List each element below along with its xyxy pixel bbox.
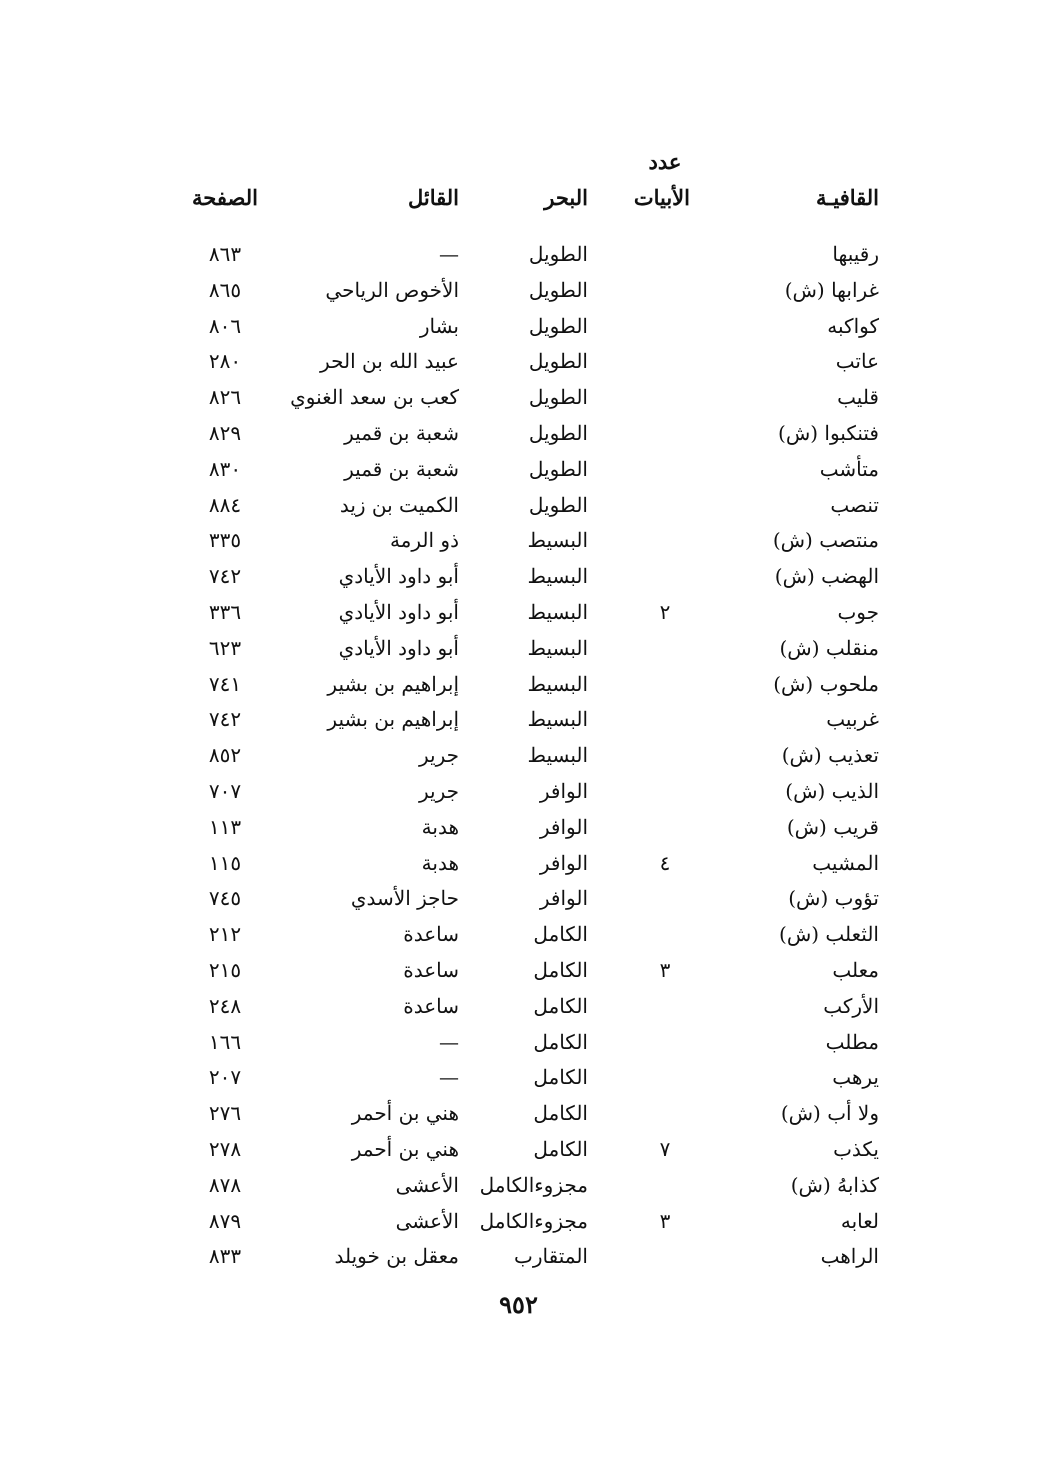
qail-cell: أبو داود الأيادي: [338, 599, 459, 624]
bahr-cell: المتقارب: [514, 1244, 588, 1269]
qail-cell: حاجز الأسدي: [350, 886, 459, 911]
count-cell: ٣: [659, 957, 671, 982]
page-cell: ٨٢٦: [208, 385, 242, 410]
bahr-cell: مجزوءالكامل: [479, 1208, 588, 1233]
page-cell: ٧٠٧: [208, 778, 242, 803]
count-cell: ٣: [659, 1208, 671, 1233]
table-row: [0, 773, 1037, 809]
bahr-cell: الطويل: [528, 456, 588, 481]
qafiya-cell: متأشب: [819, 456, 879, 481]
page-cell: ٨٣٠: [208, 456, 242, 481]
table-row: [0, 308, 1037, 344]
qail-cell: —: [439, 242, 459, 266]
page-cell: ٨٨٤: [208, 492, 242, 517]
qail-cell: ساعدة: [403, 957, 459, 982]
qafiya-cell: جوب: [837, 599, 879, 624]
table-row: [0, 272, 1037, 308]
page-cell: ٧٤٢: [208, 564, 242, 589]
bahr-cell: الكامل: [533, 1029, 588, 1054]
qafiya-cell: رقيبها: [832, 242, 879, 266]
bahr-cell: الطويل: [528, 492, 588, 517]
page-cell: ٨٦٥: [208, 277, 242, 302]
page-cell: ٨٣٣: [208, 1244, 242, 1269]
bahr-cell: الكامل: [533, 957, 588, 982]
qafiya-cell: تعذيب (ش): [781, 743, 879, 768]
qafiya-cell: فتنكبوا (ش): [778, 420, 879, 445]
count-cell: ٤: [659, 850, 671, 875]
table-row: [0, 1238, 1037, 1274]
page-cell: ٢٧٨: [208, 1136, 242, 1161]
page-cell: ٨٧٨: [208, 1172, 242, 1197]
qail-cell: الأعشى: [395, 1172, 459, 1197]
bahr-cell: البسيط: [527, 528, 588, 553]
table-row: [0, 594, 1037, 630]
bahr-cell: الطويل: [528, 420, 588, 445]
table-row: [0, 1095, 1037, 1131]
page-cell: ٣٣٦: [208, 599, 242, 624]
page-cell: ٨٦٣: [208, 242, 242, 266]
bahr-cell: الوافر: [539, 886, 588, 911]
qafiya-cell: غربيب: [826, 707, 879, 732]
qafiya-cell: منتصب (ش): [772, 528, 879, 553]
page-cell: ٨٧٩: [208, 1208, 242, 1233]
page-cell: ٢٧٦: [208, 1101, 242, 1126]
table-row: [0, 415, 1037, 451]
header-count-top: عدد: [648, 149, 682, 174]
qafiya-cell: كواكبه: [827, 313, 879, 338]
qail-cell: كعب بن سعد الغنوي: [290, 385, 459, 410]
qafiya-cell: منقلب (ش): [779, 635, 879, 660]
page-number: ٩٥٢: [499, 1290, 538, 1319]
table-row: [0, 558, 1037, 594]
table-row: [0, 1131, 1037, 1167]
page-cell: ٧٤٥: [208, 886, 242, 911]
bahr-cell: مجزوءالكامل: [479, 1172, 588, 1197]
qafiya-cell: ولا أب (ش): [780, 1101, 879, 1126]
page-cell: ٢٠٧: [208, 1065, 242, 1090]
bahr-cell: البسيط: [527, 743, 588, 768]
table-row: [0, 1203, 1037, 1239]
qail-cell: معقل بن خويلد: [334, 1244, 459, 1269]
count-cell: ٢: [659, 599, 671, 624]
qail-cell: هني بن أحمر: [351, 1136, 459, 1161]
qafiya-cell: تؤوب (ش): [788, 886, 879, 911]
qafiya-cell: لعابه: [840, 1208, 879, 1233]
qafiya-cell: الهضب (ش): [774, 564, 879, 589]
qafiya-cell: قريب (ش): [786, 814, 879, 839]
qafiya-cell: غرابها (ش): [784, 277, 879, 302]
bahr-cell: البسيط: [527, 599, 588, 624]
qafiya-cell: المشيب: [812, 850, 879, 875]
table-row: [0, 916, 1037, 952]
bahr-cell: الكامل: [533, 1136, 588, 1161]
qail-cell: إبراهيم بن بشير: [327, 707, 459, 732]
table-body: [0, 236, 1037, 1274]
table-row: [0, 379, 1037, 415]
page-cell: ٢٨٠: [208, 349, 242, 374]
table-row: [0, 236, 1037, 272]
qail-cell: إبراهيم بن بشير: [327, 671, 459, 696]
bahr-cell: الوافر: [539, 850, 588, 875]
table-row: [0, 988, 1037, 1024]
page-cell: ٢١٥: [208, 957, 242, 982]
page-cell: ٢١٢: [208, 922, 242, 947]
bahr-cell: البسيط: [527, 635, 588, 660]
page-cell: ٧٤١: [208, 671, 242, 696]
header-qail: القائل: [407, 185, 459, 210]
bahr-cell: الوافر: [539, 778, 588, 803]
page-cell: ٢٤٨: [208, 993, 242, 1018]
table-row: [0, 845, 1037, 881]
bahr-cell: الطويل: [528, 313, 588, 338]
table-row: [0, 343, 1037, 379]
header-bahr: البحر: [544, 185, 588, 210]
table-row: [0, 1059, 1037, 1095]
qail-cell: شعبة بن قمير: [344, 456, 459, 481]
qail-cell: عبيد الله بن الحر: [320, 349, 459, 374]
bahr-cell: البسيط: [527, 671, 588, 696]
qafiya-cell: عاتب: [835, 349, 879, 374]
table-row: [0, 880, 1037, 916]
qail-cell: الكميت بن زيد: [339, 492, 459, 517]
qail-cell: الأعشى: [395, 1208, 459, 1233]
qail-cell: —: [439, 1029, 459, 1054]
bahr-cell: الطويل: [528, 385, 588, 410]
qafiya-cell: الراهب: [820, 1244, 879, 1269]
qail-cell: بشار: [419, 313, 459, 338]
table-row: [0, 1167, 1037, 1203]
bahr-cell: الكامل: [533, 922, 588, 947]
qafiya-cell: الأركب: [823, 993, 879, 1018]
qafiya-cell: يكذب: [833, 1136, 879, 1161]
qafiya-cell: يرهب: [832, 1065, 879, 1090]
qail-cell: شعبة بن قمير: [344, 420, 459, 445]
qail-cell: الأخوص الرياحي: [325, 277, 459, 302]
qafiya-cell: معلب: [832, 957, 879, 982]
qail-cell: جرير: [419, 778, 459, 803]
bahr-cell: الوافر: [539, 814, 588, 839]
qafiya-cell: ملحوب (ش): [773, 671, 879, 696]
bahr-cell: الطويل: [528, 349, 588, 374]
header-qafiya: القافيـة: [815, 185, 879, 210]
bahr-cell: البسيط: [527, 564, 588, 589]
qail-cell: —: [439, 1065, 459, 1090]
qail-cell: أبو داود الأيادي: [338, 564, 459, 589]
bahr-cell: الكامل: [533, 1065, 588, 1090]
page-cell: ٨٥٢: [208, 743, 242, 768]
qafiya-cell: مطلب: [825, 1029, 879, 1054]
table-row: [0, 1024, 1037, 1060]
qail-cell: ذو الرمة: [389, 528, 459, 553]
table-row: [0, 809, 1037, 845]
page-cell: ٣٣٥: [208, 528, 242, 553]
qafiya-cell: قليب: [837, 385, 879, 410]
page-cell: ١١٣: [208, 814, 242, 839]
qafiya-cell: الثعلب (ش): [779, 922, 879, 947]
qail-cell: هدبة: [421, 814, 459, 839]
header-count: الأبيات: [633, 185, 690, 210]
qafiya-cell: كذابهُ (ش): [790, 1172, 879, 1197]
page-cell: ١٦٦: [208, 1029, 242, 1054]
table-row: [0, 522, 1037, 558]
qail-cell: هدبة: [421, 850, 459, 875]
bahr-cell: الكامل: [533, 1101, 588, 1126]
page-cell: ١١٥: [208, 850, 242, 875]
qail-cell: ساعدة: [403, 922, 459, 947]
table-row: [0, 701, 1037, 737]
table-row: [0, 451, 1037, 487]
table-row: [0, 487, 1037, 523]
table-row: [0, 952, 1037, 988]
bahr-cell: الطويل: [528, 277, 588, 302]
page-cell: ٨٢٩: [208, 420, 242, 445]
page-cell: ٦٢٣: [208, 635, 242, 660]
qail-cell: ساعدة: [403, 993, 459, 1018]
page-cell: ٨٠٦: [208, 313, 242, 338]
qafiya-cell: الذيب (ش): [785, 778, 879, 803]
qail-cell: جرير: [419, 743, 459, 768]
qafiya-cell: تنصب: [830, 492, 879, 517]
page-cell: ٧٤٢: [208, 707, 242, 732]
table-row: [0, 737, 1037, 773]
count-cell: ٧: [659, 1136, 671, 1161]
qail-cell: هني بن أحمر: [351, 1101, 459, 1126]
header-page: الصفحة: [192, 185, 258, 210]
bahr-cell: الكامل: [533, 993, 588, 1018]
bahr-cell: البسيط: [527, 707, 588, 732]
table-row: [0, 666, 1037, 702]
table-row: [0, 630, 1037, 666]
qail-cell: أبو داود الأيادي: [338, 635, 459, 660]
bahr-cell: الطويل: [528, 242, 588, 266]
table-header: [0, 180, 1037, 216]
